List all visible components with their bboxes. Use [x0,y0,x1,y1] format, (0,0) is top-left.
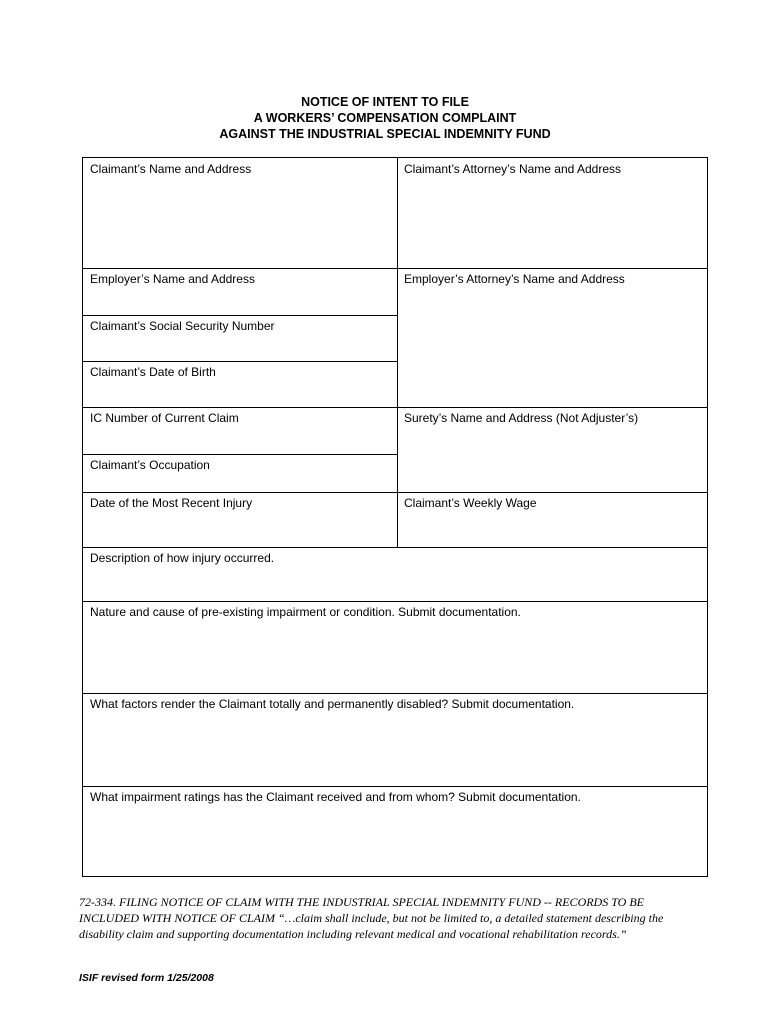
surety-field[interactable] [397,407,707,492]
injury-date-field[interactable] [83,492,397,547]
form-title-line-3: AGAINST THE INDUSTRIAL SPECIAL INDEMNITY FUND [219,127,551,141]
date-of-birth-field[interactable] [83,361,397,407]
claimant-name-address-field[interactable] [83,158,397,268]
ic-number-field[interactable] [83,407,397,454]
field-label: Claimant’s Occupation [90,458,210,472]
field-label: Date of the Most Recent Injury [90,496,253,510]
injury-description-field[interactable] [83,547,707,601]
weekly-wage-field[interactable] [397,492,707,547]
statute-line: INCLUDED WITH NOTICE OF CLAIM “…claim shall include, but not be limited to, a detailed statement describing the [79,911,664,925]
field-label: Employer’s Attorney’s Name and Address [404,272,625,286]
form-title-line-2: A WORKERS’ COMPENSATION COMPLAINT [253,111,517,125]
notice-form [82,157,708,877]
statute-line: disability claim and supporting documentation including relevant medical and vocational rehabilitation records.” [79,927,627,941]
field-label: Description of how injury occurred. [90,551,275,565]
field-label: Employer’s Name and Address [90,272,255,286]
field-label: Nature and cause of pre-existing impairment or condition. Submit documentation. [90,605,521,619]
preexisting-condition-field[interactable] [83,601,707,693]
ssn-field[interactable] [83,315,397,361]
field-label: Surety’s Name and Address (Not Adjuster’s) [404,411,639,425]
impairment-ratings-field[interactable] [83,786,707,876]
statute-excerpt [79,894,719,942]
field-label: Claimant’s Name and Address [90,162,252,176]
field-label: Claimant’s Weekly Wage [404,496,537,510]
disability-factors-field[interactable] [83,693,707,786]
field-label: Claimant’s Attorney’s Name and Address [404,162,622,176]
occupation-field[interactable] [83,454,397,492]
statute-line: 72-334. FILING NOTICE OF CLAIM WITH THE INDUSTRIAL SPECIAL INDEMNITY FUND -- RECORDS TO BE [79,895,645,909]
form-title-line-1: NOTICE OF INTENT TO FILE [301,95,469,109]
field-label: Claimant’s Date of Birth [90,365,216,379]
field-label: IC Number of Current Claim [90,411,239,425]
form-revision-footer: ISIF revised form 1/25/2008 [79,972,214,984]
field-label: What factors render the Claimant totally and permanently disabled? Submit documentation. [90,697,575,711]
field-label: What impairment ratings has the Claimant received and from whom? Submit documentation. [90,790,581,804]
field-label: Claimant’s Social Security Number [90,319,275,333]
employer-attorney-field[interactable] [397,268,707,407]
employer-name-address-field[interactable] [83,268,397,315]
claimant-attorney-field[interactable] [397,158,707,268]
